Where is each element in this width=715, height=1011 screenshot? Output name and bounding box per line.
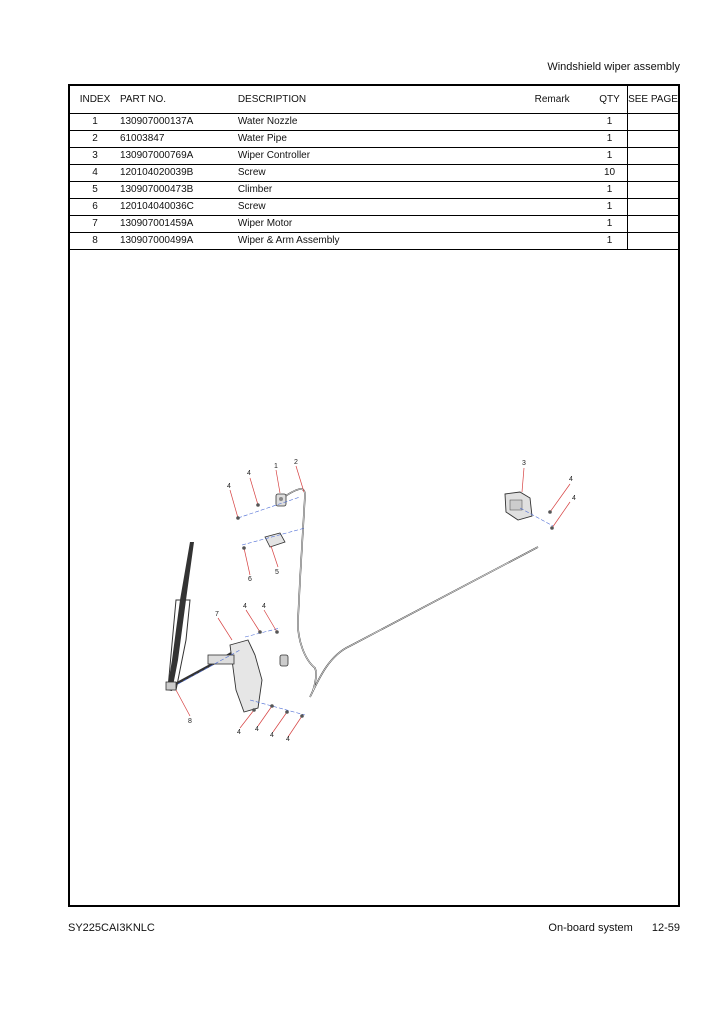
row-qty: 1 (592, 114, 627, 131)
row-description: Wiper Controller (238, 148, 512, 165)
row-description: Water Pipe (238, 131, 512, 148)
callout-label: 2 (294, 459, 298, 466)
water-pipe (284, 489, 538, 697)
row-qty: 1 (592, 131, 627, 148)
row-index: 7 (70, 216, 120, 233)
callout-label: 5 (275, 569, 279, 576)
row-description: Wiper & Arm Assembly (238, 233, 512, 250)
row-qty: 1 (592, 216, 627, 233)
footer-right (548, 922, 680, 934)
column-header-qty: QTY (592, 86, 627, 114)
column-header-index: INDEX (70, 86, 120, 114)
row-index: 1 (70, 114, 120, 131)
row-part-no: 61003847 (120, 131, 238, 148)
column-header-description: DESCRIPTION (238, 86, 512, 114)
column-header-see-page: SEE PAGE (628, 86, 678, 114)
column-header-remark: Remark (512, 86, 592, 114)
page-title: Windshield wiper assembly (547, 61, 680, 73)
row-description: Screw (238, 199, 512, 216)
row-description: Screw (238, 165, 512, 182)
row-part-no: 130907000473B (120, 182, 238, 199)
callout-label: 4 (227, 483, 231, 490)
callout-label: 4 (262, 603, 266, 610)
row-qty: 1 (592, 199, 627, 216)
row-index: 4 (70, 165, 120, 182)
callout-label: 6 (248, 576, 252, 583)
row-qty: 1 (592, 148, 627, 165)
wiper-controller (505, 492, 532, 520)
callout-label: 8 (188, 718, 192, 725)
wiper-motor (208, 640, 288, 712)
row-index: 5 (70, 182, 120, 199)
water-nozzle (276, 494, 286, 506)
row-index: 3 (70, 148, 120, 165)
footer-section: On-board system (548, 922, 633, 934)
callout-label: 4 (237, 729, 241, 736)
row-qty: 10 (592, 165, 627, 182)
row-index: 2 (70, 131, 120, 148)
row-part-no: 130907001459A (120, 216, 238, 233)
row-part-no: 130907000137A (120, 114, 238, 131)
screws (236, 503, 554, 718)
row-qty: 1 (592, 182, 627, 199)
footer-page-number: 12-59 (651, 922, 680, 934)
callout-label: 3 (522, 460, 526, 467)
row-description: Climber (238, 182, 512, 199)
callout-label: 4 (247, 470, 251, 477)
row-description: Wiper Motor (238, 216, 512, 233)
callout-label: 4 (572, 495, 576, 502)
row-description: Water Nozzle (238, 114, 512, 131)
callout-label: 4 (255, 726, 259, 733)
row-part-no: 130907000769A (120, 148, 238, 165)
row-part-no: 120104040036C (120, 199, 238, 216)
row-part-no: 120104020039B (120, 165, 238, 182)
callout-label: 4 (286, 736, 290, 743)
callout-label: 4 (569, 476, 573, 483)
callout-label: 4 (243, 603, 247, 610)
column-header-part-no: PART NO. (120, 86, 238, 114)
callout-label: 1 (274, 463, 278, 470)
callout-label: 4 (270, 732, 274, 739)
wiper-arm-assembly (166, 542, 240, 691)
footer-model: SY225CAI3KNLC (68, 922, 155, 934)
climber (265, 533, 285, 547)
row-index: 8 (70, 233, 120, 250)
row-part-no: 130907000499A (120, 233, 238, 250)
row-qty: 1 (592, 233, 627, 250)
row-index: 6 (70, 199, 120, 216)
guide-lines (178, 497, 553, 715)
callout-label: 7 (215, 611, 219, 618)
